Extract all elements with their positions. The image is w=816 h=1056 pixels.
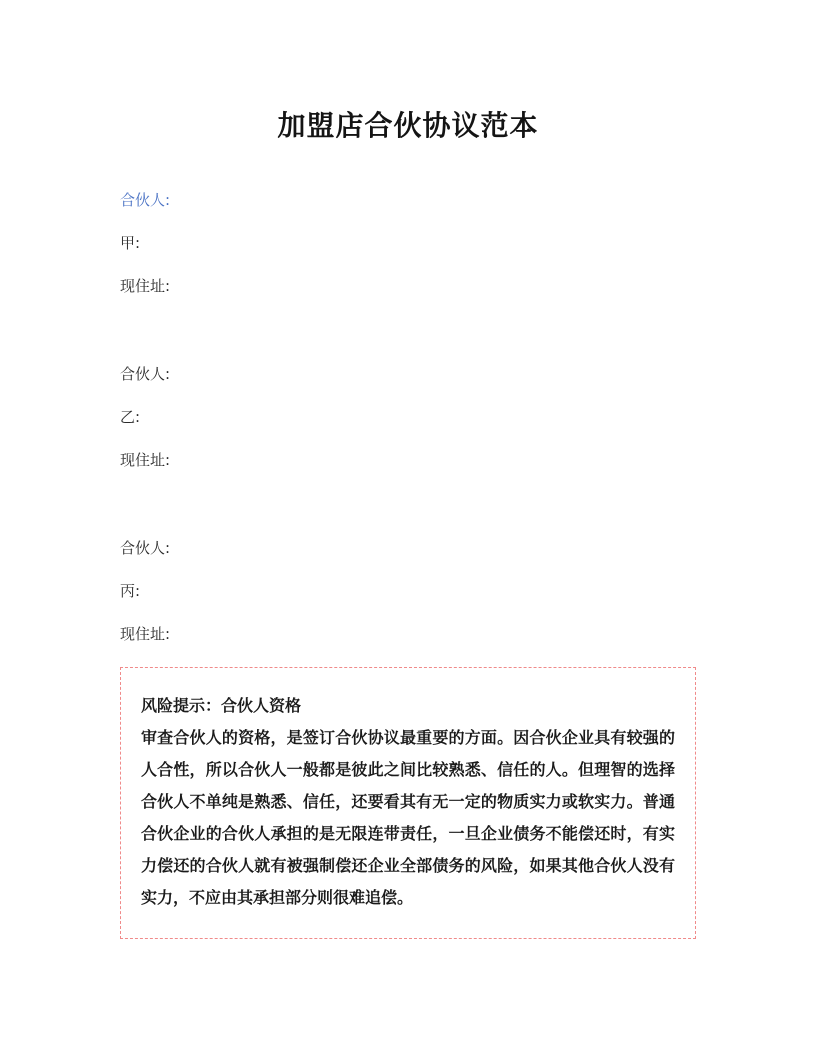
- paragraph-spacer: [120, 319, 696, 364]
- document-title: 加盟店合伙协议范本: [277, 109, 539, 142]
- party-b-label: 乙:: [120, 408, 141, 426]
- risk-notice-title: 风险提示：合伙人资格: [141, 696, 302, 715]
- partner-label-3: 合伙人:: [120, 539, 171, 557]
- party-c-label: 丙:: [120, 582, 141, 600]
- paragraph-spacer: [120, 493, 696, 538]
- risk-notice-body: 审查合伙人的资格，是签订合伙协议最重要的方面。因合伙企业具有较强的人合性，所以合伙人一般都是彼此之间比较熟悉、信任的人。但理智的选择合伙人不单纯是熟悉、信任，还要看其有无一定的物质实力或软实力。普通合伙企业的合伙人承担的是无限连带责任，一旦企业债务不能偿还时，有实力偿还的合伙人就有被强制偿还企业全部债务的风险，如果其他合伙人没有实力，不应由其承担部分则很难追偿。: [141, 728, 675, 907]
- address-label-1: 现住址:: [120, 277, 171, 295]
- address-label-2: 现住址:: [120, 451, 171, 469]
- risk-notice-box: [120, 667, 696, 939]
- partner-label-2: 合伙人:: [120, 365, 171, 383]
- partner-label-link-1[interactable]: 合伙人:: [120, 191, 171, 209]
- party-a-label: 甲:: [120, 234, 141, 252]
- address-label-3: 现住址:: [120, 625, 171, 643]
